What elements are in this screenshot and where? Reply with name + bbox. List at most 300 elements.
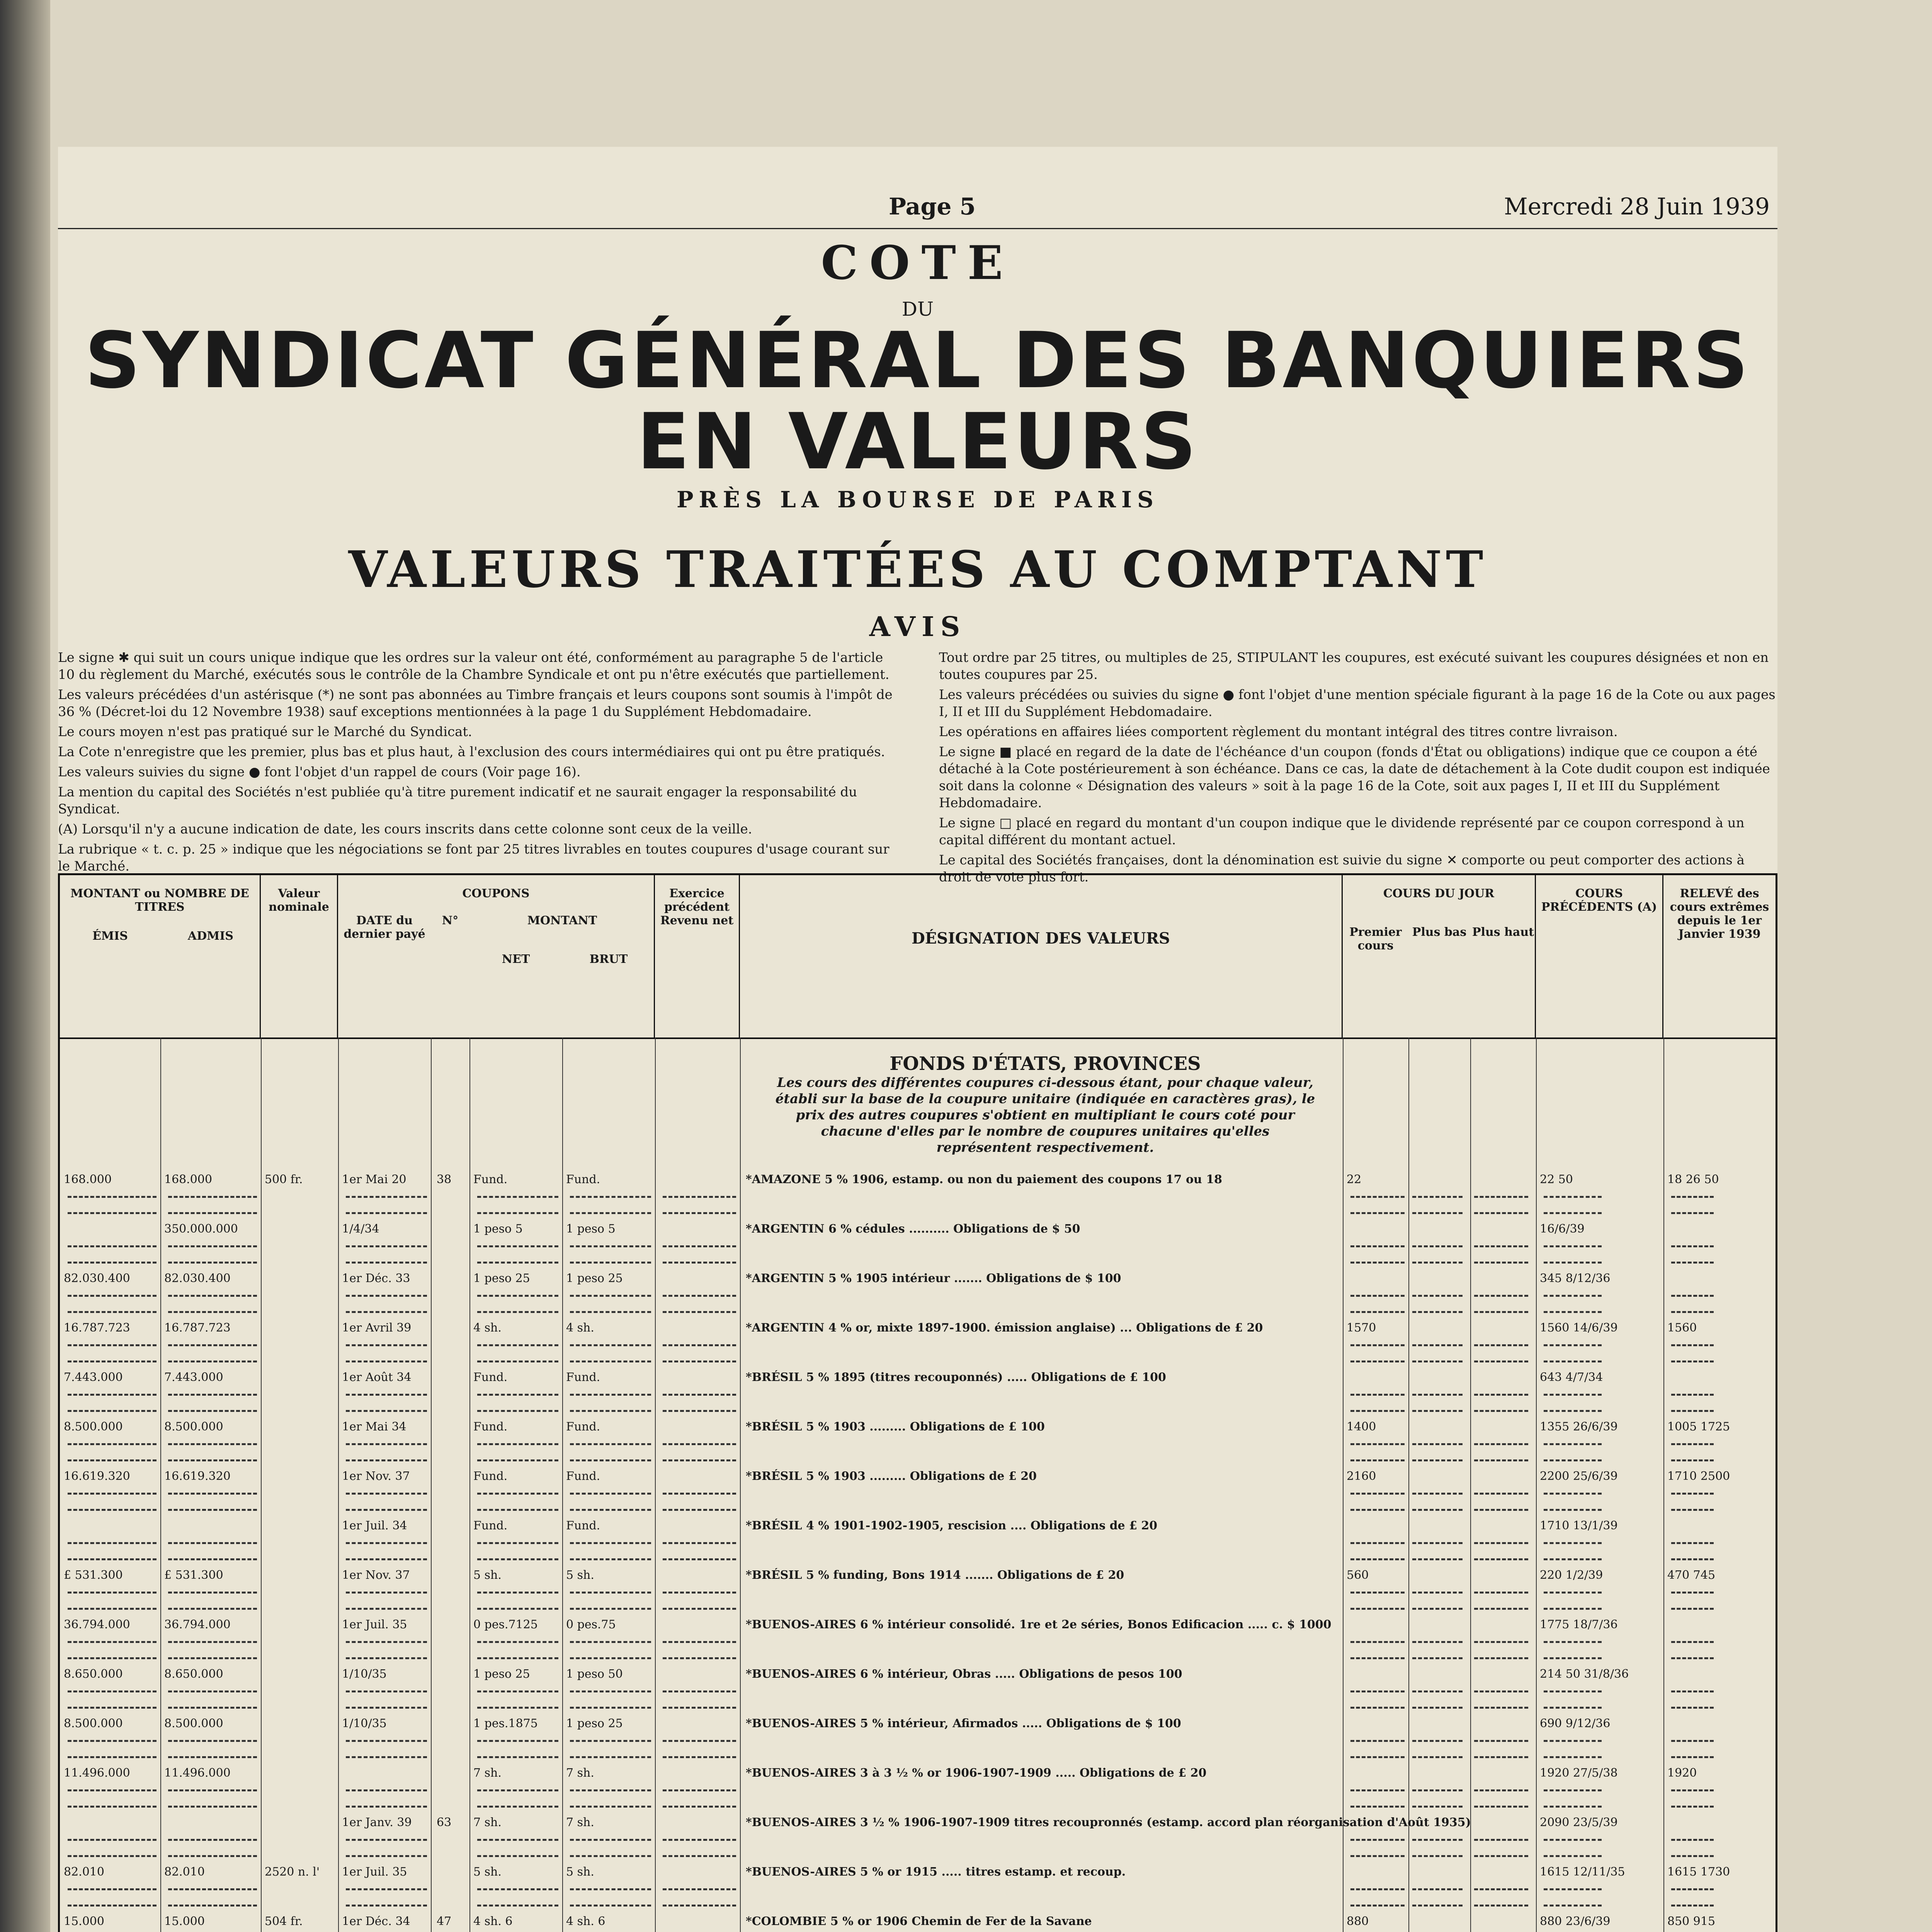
dash-filler bbox=[346, 1311, 427, 1313]
dash-filler bbox=[1671, 1707, 1714, 1709]
dash-filler bbox=[346, 1690, 427, 1692]
dash-filler bbox=[477, 1657, 558, 1659]
header-net: NET bbox=[502, 952, 530, 966]
cell-prec: 22 50 bbox=[1540, 1173, 1573, 1186]
dash-filler bbox=[346, 1344, 427, 1346]
dash-filler bbox=[1474, 1888, 1528, 1890]
table-row bbox=[60, 1321, 1776, 1337]
dash-filler bbox=[663, 1459, 736, 1461]
dash-filler bbox=[1474, 1196, 1528, 1198]
dash-filler bbox=[168, 1212, 257, 1214]
dash-filler bbox=[1474, 1394, 1528, 1396]
cell-admis: 82.030.400 bbox=[164, 1272, 231, 1285]
dash-filler bbox=[168, 1394, 257, 1396]
dash-filler bbox=[168, 1806, 257, 1808]
cell-date: 1/10/35 bbox=[342, 1717, 387, 1730]
dash-filler bbox=[68, 1394, 156, 1396]
dash-filler bbox=[1671, 1855, 1714, 1857]
header-bas: Plus bas bbox=[1412, 925, 1467, 939]
dash-filler bbox=[663, 1262, 736, 1264]
dash-filler bbox=[1671, 1740, 1714, 1742]
dash-filler bbox=[1544, 1311, 1602, 1313]
table-row bbox=[60, 1915, 1776, 1930]
dash-filler bbox=[168, 1459, 257, 1461]
dash-filler bbox=[346, 1905, 427, 1906]
dash-filler bbox=[1671, 1888, 1714, 1890]
dash-filler bbox=[1412, 1905, 1463, 1906]
cell-des: *ARGENTIN 6 % cédules .......... Obligations de $ 50 bbox=[746, 1222, 1080, 1236]
dash-filler bbox=[68, 1558, 156, 1560]
dash-filler bbox=[1671, 1410, 1714, 1412]
dash-filler bbox=[1474, 1905, 1528, 1906]
cell-admis: 15.000 bbox=[164, 1915, 205, 1928]
table-row bbox=[60, 1568, 1776, 1584]
cell-date: 1er Juil. 34 bbox=[342, 1519, 407, 1532]
dash-filler bbox=[1350, 1641, 1405, 1643]
dash-filler bbox=[1350, 1756, 1405, 1758]
dash-filler bbox=[1350, 1509, 1405, 1511]
dash-filler bbox=[477, 1311, 558, 1313]
section-title: FONDS D'ÉTATS, PROVINCES bbox=[889, 1053, 1201, 1075]
dash-filler bbox=[477, 1493, 558, 1495]
dash-filler bbox=[570, 1740, 651, 1742]
dash-filler bbox=[663, 1888, 736, 1890]
cell-admis: £ 531.300 bbox=[164, 1568, 223, 1582]
dash-filler bbox=[1350, 1888, 1405, 1890]
cell-rel: 1710 2500 bbox=[1667, 1469, 1730, 1483]
cell-des: *BRÉSIL 5 % 1903 ......... Obligations de £ 100 bbox=[746, 1420, 1045, 1434]
cell-des: *BUENOS-AIRES 6 % intérieur consolidé. 1re et 2e séries, Bonos Edificacion ..... c. $ 1000 bbox=[746, 1618, 1332, 1631]
cell-date: 1er Mai 34 bbox=[342, 1420, 406, 1434]
dash-filler bbox=[1412, 1410, 1463, 1412]
dash-filler bbox=[570, 1657, 651, 1659]
cell-rel: 1005 1725 bbox=[1667, 1420, 1730, 1434]
dash-filler bbox=[346, 1855, 427, 1857]
table-row bbox=[60, 1618, 1776, 1633]
dash-filler bbox=[1474, 1707, 1528, 1709]
masthead-subtitle: PRÈS LA BOURSE DE PARIS bbox=[676, 486, 1159, 513]
dash-filler bbox=[68, 1443, 156, 1445]
cell-n: 38 bbox=[437, 1173, 452, 1186]
dash-filler bbox=[1350, 1806, 1405, 1808]
section-note: Les cours des différentes coupures ci-dessous étant, pour chaque valeur, établi sur la base de la coupure unitaire (indiquée en caractères gras), le prix des autres coupures s'obtient en multipliant le cours coté pour chacune d'elles par le nombre de coupures unitaires qu'elles représentent respectivement. bbox=[775, 1075, 1315, 1155]
cell-rel: 470 745 bbox=[1667, 1568, 1716, 1582]
cell-admis: 8.500.000 bbox=[164, 1717, 223, 1730]
dash-filler bbox=[663, 1855, 736, 1857]
cell-des: *BUENOS-AIRES 6 % intérieur, Obras ..... Obligations de pesos 100 bbox=[746, 1667, 1182, 1681]
dash-filler bbox=[1474, 1410, 1528, 1412]
dash-filler bbox=[1544, 1592, 1602, 1594]
dash-filler bbox=[477, 1740, 558, 1742]
dash-filler bbox=[168, 1542, 257, 1544]
running-header bbox=[58, 193, 1777, 229]
dash-filler bbox=[477, 1509, 558, 1511]
cell-brut: 1 peso 25 bbox=[566, 1717, 623, 1730]
dash-filler bbox=[1412, 1657, 1463, 1659]
dash-filler bbox=[570, 1196, 651, 1198]
cell-date: 1er Nov. 37 bbox=[342, 1568, 410, 1582]
cell-prec: 2200 25/6/39 bbox=[1540, 1469, 1618, 1483]
dash-filler bbox=[1412, 1245, 1463, 1247]
dash-filler bbox=[1544, 1690, 1602, 1692]
table-row bbox=[60, 1420, 1776, 1435]
dash-filler bbox=[168, 1905, 257, 1906]
dash-filler bbox=[1671, 1690, 1714, 1692]
dash-filler bbox=[1350, 1690, 1405, 1692]
dash-filler bbox=[663, 1707, 736, 1709]
avis-paragraph: Le signe ■ placé en regard de la date de l'échéance d'un coupon (fonds d'État ou obligations) indique que ce coupon a été détaché à la Cote postérieurement à son échéance. Dans ce cas, la date de détachement à la Cote dudit coupon est indiquée soit dans la colonne « Désignation des valeurs » soit à la page 16 de la Cote, soit aux pages I, II et III du Supplément Hebdomadaire. bbox=[939, 744, 1770, 811]
dash-filler bbox=[68, 1789, 156, 1791]
dash-filler bbox=[477, 1245, 558, 1247]
dash-filler bbox=[570, 1690, 651, 1692]
avis-paragraph: Tout ordre par 25 titres, ou multiples de 25, STIPULANT les coupures, est exécuté suivant les coupures désignées et non en toutes coupures par 25. bbox=[939, 650, 1769, 682]
dash-filler bbox=[346, 1888, 427, 1890]
dash-filler bbox=[1412, 1295, 1463, 1297]
dash-filler bbox=[1474, 1855, 1528, 1857]
dash-filler bbox=[346, 1361, 427, 1362]
dash-filler bbox=[477, 1558, 558, 1560]
cell-date: 1er Mai 20 bbox=[342, 1173, 406, 1186]
dash-filler bbox=[1412, 1608, 1463, 1610]
dash-filler bbox=[346, 1740, 427, 1742]
cell-prec: 1560 14/6/39 bbox=[1540, 1321, 1618, 1335]
dash-filler bbox=[346, 1262, 427, 1264]
cell-admis: 168.000 bbox=[164, 1173, 213, 1186]
dash-filler bbox=[1671, 1443, 1714, 1445]
cell-brut: Fund. bbox=[566, 1420, 600, 1434]
avis-paragraph: Le signe □ placé en regard du montant d'un coupon indique que le dividende représenté par ce coupon correspond à un capital différent du montant actuel. bbox=[939, 815, 1745, 848]
dash-filler bbox=[346, 1641, 427, 1643]
dash-filler bbox=[1544, 1558, 1602, 1560]
header-montant: MONTANT ou NOMBRE DE TITRES bbox=[70, 887, 249, 914]
cell-net: 1 pes.1875 bbox=[473, 1717, 538, 1730]
dash-filler bbox=[68, 1855, 156, 1857]
dash-filler bbox=[1671, 1493, 1714, 1495]
dash-filler bbox=[1350, 1905, 1405, 1906]
dash-filler bbox=[1350, 1311, 1405, 1313]
dash-filler bbox=[1412, 1394, 1463, 1396]
cell-val: 2520 n. l' bbox=[265, 1865, 320, 1879]
cell-brut: 1 peso 25 bbox=[566, 1272, 623, 1285]
dash-filler bbox=[168, 1592, 257, 1594]
dash-filler bbox=[1544, 1459, 1602, 1461]
dash-filler bbox=[68, 1641, 156, 1643]
dash-filler bbox=[1544, 1641, 1602, 1643]
header-emis: ÉMIS bbox=[92, 929, 128, 943]
table-row bbox=[60, 1766, 1776, 1782]
dash-filler bbox=[663, 1196, 736, 1198]
cell-prec: 214 50 31/8/36 bbox=[1540, 1667, 1629, 1681]
dash-filler bbox=[1544, 1394, 1602, 1396]
binding-spine bbox=[0, 0, 50, 1932]
dash-filler bbox=[1544, 1789, 1602, 1791]
dash-filler bbox=[168, 1196, 257, 1198]
dash-filler bbox=[477, 1608, 558, 1610]
cell-rel: 18 26 50 bbox=[1667, 1173, 1719, 1186]
cell-net: 0 pes.7125 bbox=[473, 1618, 538, 1631]
dash-filler bbox=[68, 1839, 156, 1841]
cell-val: 500 fr. bbox=[265, 1173, 303, 1186]
dash-filler bbox=[663, 1410, 736, 1412]
dash-filler bbox=[663, 1641, 736, 1643]
avis-paragraph: Le cours moyen n'est pas pratiqué sur le Marché du Syndicat. bbox=[58, 724, 472, 740]
dash-filler bbox=[1671, 1262, 1714, 1264]
cell-rel: 1615 1730 bbox=[1667, 1865, 1730, 1879]
dash-filler bbox=[1671, 1641, 1714, 1643]
dash-filler bbox=[68, 1509, 156, 1511]
dash-filler bbox=[570, 1262, 651, 1264]
dash-filler bbox=[1474, 1641, 1528, 1643]
dash-filler bbox=[68, 1608, 156, 1610]
dash-filler bbox=[1412, 1311, 1463, 1313]
cell-date: 1er Déc. 33 bbox=[342, 1272, 410, 1285]
cell-des: *BUENOS-AIRES 3 ½ % 1906-1907-1909 titres recoupronnés (estamp. accord plan réorganisation d'Août 1935) bbox=[746, 1816, 1471, 1829]
dash-filler bbox=[346, 1608, 427, 1610]
dash-filler bbox=[1671, 1394, 1714, 1396]
col-montant bbox=[60, 875, 261, 1037]
dash-filler bbox=[1412, 1806, 1463, 1808]
dash-filler bbox=[1544, 1657, 1602, 1659]
dash-filler bbox=[1350, 1361, 1405, 1362]
masthead bbox=[58, 236, 1777, 643]
cell-brut: 5 sh. bbox=[566, 1865, 594, 1879]
dash-filler bbox=[1474, 1459, 1528, 1461]
dash-filler bbox=[663, 1344, 736, 1346]
dash-filler bbox=[168, 1641, 257, 1643]
dash-filler bbox=[1474, 1740, 1528, 1742]
dash-filler bbox=[1544, 1196, 1602, 1198]
dash-filler bbox=[346, 1839, 427, 1841]
dash-filler bbox=[1412, 1542, 1463, 1544]
dash-filler bbox=[1350, 1558, 1405, 1560]
table-row bbox=[60, 1717, 1776, 1732]
cell-emis: 8.650.000 bbox=[64, 1667, 123, 1681]
dash-filler bbox=[663, 1839, 736, 1841]
dash-filler bbox=[1544, 1361, 1602, 1362]
cell-net: Fund. bbox=[473, 1420, 508, 1434]
dash-filler bbox=[168, 1410, 257, 1412]
dash-filler bbox=[477, 1443, 558, 1445]
cell-prec: 1710 13/1/39 bbox=[1540, 1519, 1618, 1532]
header-date: DATE du dernier payé bbox=[344, 914, 425, 941]
table-row bbox=[60, 1272, 1776, 1287]
dash-filler bbox=[68, 1657, 156, 1659]
table-row bbox=[60, 1222, 1776, 1238]
dash-filler bbox=[663, 1361, 736, 1362]
dash-filler bbox=[1544, 1707, 1602, 1709]
cell-des: *BRÉSIL 5 % funding, Bons 1914 ....... Obligations de £ 20 bbox=[746, 1568, 1124, 1582]
dash-filler bbox=[1412, 1344, 1463, 1346]
dash-filler bbox=[1544, 1344, 1602, 1346]
cell-prec: 1615 12/11/35 bbox=[1540, 1865, 1625, 1879]
dash-filler bbox=[1474, 1542, 1528, 1544]
dash-filler bbox=[1544, 1262, 1602, 1264]
dash-filler bbox=[346, 1558, 427, 1560]
dash-filler bbox=[570, 1212, 651, 1214]
dash-filler bbox=[1412, 1459, 1463, 1461]
cell-brut: 0 pes.75 bbox=[566, 1618, 616, 1631]
cell-prec: 690 9/12/36 bbox=[1540, 1717, 1611, 1730]
cell-des: *BRÉSIL 5 % 1895 (titres recouponnés) ..... Obligations de £ 100 bbox=[746, 1371, 1166, 1384]
dash-filler bbox=[1544, 1245, 1602, 1247]
dash-filler bbox=[1671, 1196, 1714, 1198]
dash-filler bbox=[1544, 1608, 1602, 1610]
dash-filler bbox=[168, 1690, 257, 1692]
dash-filler bbox=[663, 1558, 736, 1560]
dash-filler bbox=[570, 1806, 651, 1808]
dash-filler bbox=[1671, 1592, 1714, 1594]
dash-filler bbox=[168, 1311, 257, 1313]
cell-admis: 82.010 bbox=[164, 1865, 205, 1879]
issue-date: Mercredi 28 Juin 1939 bbox=[1504, 193, 1770, 220]
col-valeur: Valeur nominale bbox=[261, 875, 338, 1037]
dash-filler bbox=[68, 1905, 156, 1906]
dash-filler bbox=[1671, 1295, 1714, 1297]
dash-filler bbox=[346, 1295, 427, 1297]
dash-filler bbox=[1544, 1806, 1602, 1808]
cell-emis: 7.443.000 bbox=[64, 1371, 123, 1384]
dash-filler bbox=[1671, 1459, 1714, 1461]
dash-filler bbox=[477, 1459, 558, 1461]
cell-date: 1er Juil. 35 bbox=[342, 1618, 407, 1631]
dash-filler bbox=[168, 1888, 257, 1890]
cell-brut: Fund. bbox=[566, 1519, 600, 1532]
dash-filler bbox=[570, 1542, 651, 1544]
cell-admis: 8.500.000 bbox=[164, 1420, 223, 1434]
dash-filler bbox=[1671, 1789, 1714, 1791]
cell-admis: 16.619.320 bbox=[164, 1469, 231, 1483]
dash-filler bbox=[663, 1542, 736, 1544]
dash-filler bbox=[346, 1657, 427, 1659]
dash-filler bbox=[1474, 1839, 1528, 1841]
dash-filler bbox=[477, 1592, 558, 1594]
dash-filler bbox=[1671, 1212, 1714, 1214]
avis-paragraph: Les valeurs suivies du signe ● font l'objet d'un rappel de cours (Voir page 16). bbox=[58, 764, 581, 780]
dash-filler bbox=[477, 1212, 558, 1214]
dash-filler bbox=[1544, 1493, 1602, 1495]
dash-filler bbox=[1474, 1756, 1528, 1758]
dash-filler bbox=[477, 1690, 558, 1692]
cell-prem: 560 bbox=[1347, 1568, 1369, 1582]
dash-filler bbox=[663, 1443, 736, 1445]
cell-brut: 1 peso 5 bbox=[566, 1222, 616, 1236]
dash-filler bbox=[477, 1839, 558, 1841]
dash-filler bbox=[477, 1196, 558, 1198]
dash-filler bbox=[1350, 1262, 1405, 1264]
dash-filler bbox=[663, 1905, 736, 1906]
dash-filler bbox=[570, 1905, 651, 1906]
avis-paragraph: Les opérations en affaires liées comportent règlement du montant intégral des titres contre livraison. bbox=[939, 724, 1618, 740]
dash-filler bbox=[663, 1592, 736, 1594]
dash-filler bbox=[477, 1394, 558, 1396]
cell-des: *BUENOS-AIRES 5 % intérieur, Afirmados ..... Obligations de $ 100 bbox=[746, 1717, 1181, 1730]
dash-filler bbox=[168, 1558, 257, 1560]
dash-filler bbox=[1350, 1657, 1405, 1659]
dash-filler bbox=[477, 1542, 558, 1544]
dash-filler bbox=[1350, 1196, 1405, 1198]
dash-filler bbox=[346, 1493, 427, 1495]
cell-des: *BUENOS-AIRES 5 % or 1915 ..... titres estamp. et recoup. bbox=[746, 1865, 1126, 1879]
cell-emis: 36.794.000 bbox=[64, 1618, 130, 1631]
dash-filler bbox=[168, 1789, 257, 1791]
cell-date: 1er Janv. 39 bbox=[342, 1816, 412, 1829]
cell-prem: 880 bbox=[1347, 1915, 1369, 1928]
cell-date: 1/4/34 bbox=[342, 1222, 379, 1236]
dash-filler bbox=[1350, 1459, 1405, 1461]
dash-filler bbox=[570, 1295, 651, 1297]
dash-filler bbox=[168, 1855, 257, 1857]
dash-filler bbox=[1474, 1344, 1528, 1346]
dash-filler bbox=[570, 1394, 651, 1396]
dash-filler bbox=[68, 1888, 156, 1890]
dash-filler bbox=[477, 1641, 558, 1643]
cell-prec: 1355 26/6/39 bbox=[1540, 1420, 1618, 1434]
cell-emis: 16.787.723 bbox=[64, 1321, 130, 1335]
page-number: Page 5 bbox=[889, 193, 976, 220]
dash-filler bbox=[168, 1839, 257, 1841]
dash-filler bbox=[1544, 1410, 1602, 1412]
col-precedents: COURS PRÉCÉDENTS (A) bbox=[1536, 875, 1663, 1037]
table-row bbox=[60, 1816, 1776, 1831]
dash-filler bbox=[346, 1196, 427, 1198]
dash-filler bbox=[663, 1295, 736, 1297]
dash-filler bbox=[1544, 1855, 1602, 1857]
cell-prec: 880 23/6/39 bbox=[1540, 1915, 1611, 1928]
dash-filler bbox=[477, 1905, 558, 1906]
dash-filler bbox=[168, 1740, 257, 1742]
cell-prec: 1775 18/7/36 bbox=[1540, 1618, 1618, 1631]
dash-filler bbox=[1474, 1558, 1528, 1560]
dash-filler bbox=[1350, 1443, 1405, 1445]
dash-filler bbox=[1544, 1905, 1602, 1906]
dash-filler bbox=[1474, 1212, 1528, 1214]
dash-filler bbox=[168, 1344, 257, 1346]
avis-paragraph: Les valeurs précédées ou suivies du signe ● font l'objet d'une mention spéciale figurant à la page 16 de la Cote ou aux pages I, II et III du Supplément Hebdomadaire. bbox=[939, 687, 1776, 719]
cell-date: 1er Juil. 35 bbox=[342, 1865, 407, 1879]
avis-right-column bbox=[939, 649, 1777, 889]
dash-filler bbox=[570, 1756, 651, 1758]
header-montant-coupon: MONTANT bbox=[527, 914, 597, 927]
dash-filler bbox=[570, 1641, 651, 1643]
dash-filler bbox=[477, 1756, 558, 1758]
cell-admis: 11.496.000 bbox=[164, 1766, 231, 1780]
col-cours-jour bbox=[1343, 875, 1536, 1037]
cell-n: 47 bbox=[437, 1915, 452, 1928]
dash-filler bbox=[1544, 1888, 1602, 1890]
dash-filler bbox=[1671, 1608, 1714, 1610]
dash-filler bbox=[1350, 1212, 1405, 1214]
dash-filler bbox=[1350, 1707, 1405, 1709]
cell-des: *COLOMBIE 5 % or 1906 Chemin de Fer de la Savane bbox=[746, 1915, 1092, 1928]
dash-filler bbox=[477, 1806, 558, 1808]
table-row bbox=[60, 1371, 1776, 1386]
col-exercice: Exercice précédent Revenu net bbox=[655, 875, 740, 1037]
dash-filler bbox=[1671, 1361, 1714, 1362]
dash-filler bbox=[1474, 1295, 1528, 1297]
avis-heading: AVIS bbox=[869, 611, 966, 643]
dash-filler bbox=[346, 1707, 427, 1709]
cell-des: *BRÉSIL 5 % 1903 ......... Obligations de £ 20 bbox=[746, 1469, 1037, 1483]
dash-filler bbox=[1350, 1245, 1405, 1247]
dash-filler bbox=[663, 1493, 736, 1495]
dash-filler bbox=[570, 1855, 651, 1857]
dash-filler bbox=[1412, 1262, 1463, 1264]
dash-filler bbox=[346, 1212, 427, 1214]
dash-filler bbox=[663, 1509, 736, 1511]
cell-net: 1 peso 5 bbox=[473, 1222, 523, 1236]
dash-filler bbox=[477, 1707, 558, 1709]
dash-filler bbox=[1474, 1789, 1528, 1791]
